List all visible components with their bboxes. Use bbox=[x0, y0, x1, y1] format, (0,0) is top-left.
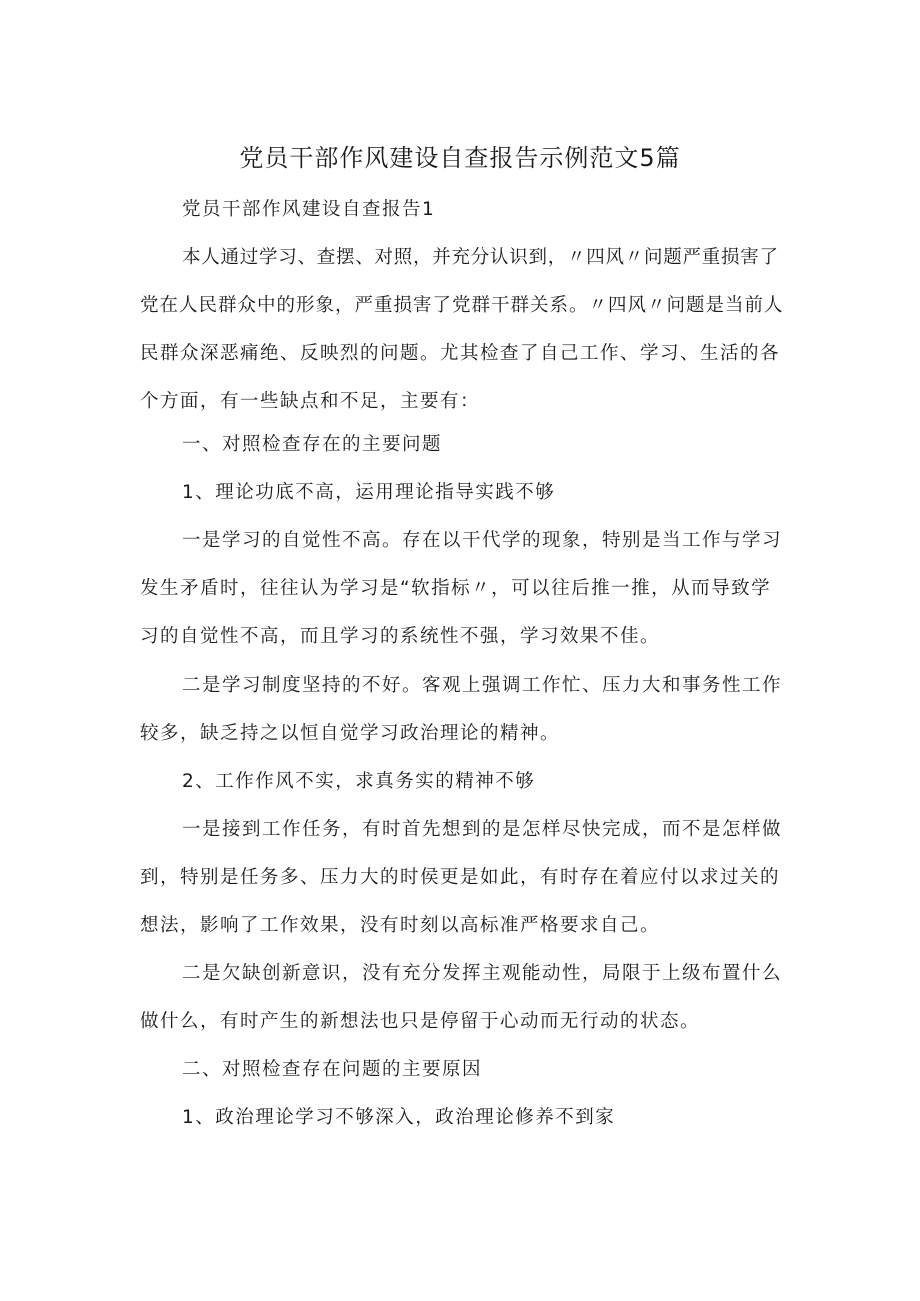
text-line: 发生矛盾时，往往认为学习是“软指标〃，可以往后推一推，从而导致学 bbox=[140, 578, 772, 599]
document-title: 党员干部作风建设自查报告示例范文5篇 bbox=[239, 144, 681, 172]
section-heading-1 bbox=[140, 421, 784, 469]
text-line: 较多，缺乏持之以恒自觉学习政治理论的精神。 bbox=[140, 723, 561, 744]
text-line: 二、对照检查存在问题的主要原因 bbox=[182, 1059, 483, 1080]
text-line: 2、工作作风不实，求真务实的精神不够 bbox=[182, 771, 536, 792]
subsection-heading-1-2 bbox=[140, 758, 784, 806]
text-line: 一、对照检查存在的主要问题 bbox=[182, 434, 443, 455]
text-line: 一是接到工作任务，有时首先想到的是怎样尽快完成，而不是怎样做 bbox=[182, 819, 783, 840]
text-line: 习的自觉性不高，而且学习的系统性不强，学习效果不佳。 bbox=[140, 626, 661, 647]
body-paragraph bbox=[140, 662, 784, 758]
intro-paragraph bbox=[140, 234, 784, 426]
body-paragraph bbox=[140, 517, 784, 661]
subsection-heading-2-1 bbox=[140, 1094, 784, 1142]
text-line: 想法，影响了工作效果，没有时刻以高标准严格要求自己。 bbox=[140, 915, 661, 936]
text-line: 1、政治理论学习不够深入，政治理论修养不到家 bbox=[182, 1107, 616, 1128]
text-line: 民群众深恶痛绝、反映烈的问题。尤其检查了自己工作、学习、生活的各 bbox=[140, 343, 781, 364]
text-line: 二是欠缺创新意识，没有充分发挥主观能动性，局限于上级布置什么 bbox=[182, 963, 783, 984]
text-line: 一是学习的自觉性不高。存在以干代学的现象，特别是当工作与学习 bbox=[182, 530, 783, 551]
text-line: 1、理论功底不高，运用理论指导实践不够 bbox=[182, 482, 556, 503]
text-line: 党在人民群众中的形象，严重损害了党群干群关系。〃四风〃问题是当前人 bbox=[140, 295, 784, 316]
text-line: 个方面，有一些缺点和不足，主要有： bbox=[140, 391, 481, 412]
report-subtitle bbox=[140, 186, 784, 234]
text-line: 党员干部作风建设自查报告1 bbox=[182, 199, 436, 220]
body-paragraph bbox=[140, 950, 784, 1046]
text-line: 二是学习制度坚持的不好。客观上强调工作忙、压力大和事务性工作 bbox=[182, 675, 783, 696]
text-line: 做什么，有时产生的新想法也只是停留于心动而无行动的状态。 bbox=[140, 1011, 701, 1032]
text-line: 到，特别是任务多、压力大的时侯更是如此，有时存在着应付以求过关的 bbox=[140, 867, 781, 888]
body-paragraph bbox=[140, 806, 784, 950]
section-heading-2 bbox=[140, 1046, 784, 1094]
text-line: 本人通过学习、查摆、对照，并充分认识到，〃四风〃问题严重损害了 bbox=[182, 247, 779, 268]
subsection-heading-1-1 bbox=[140, 469, 784, 517]
